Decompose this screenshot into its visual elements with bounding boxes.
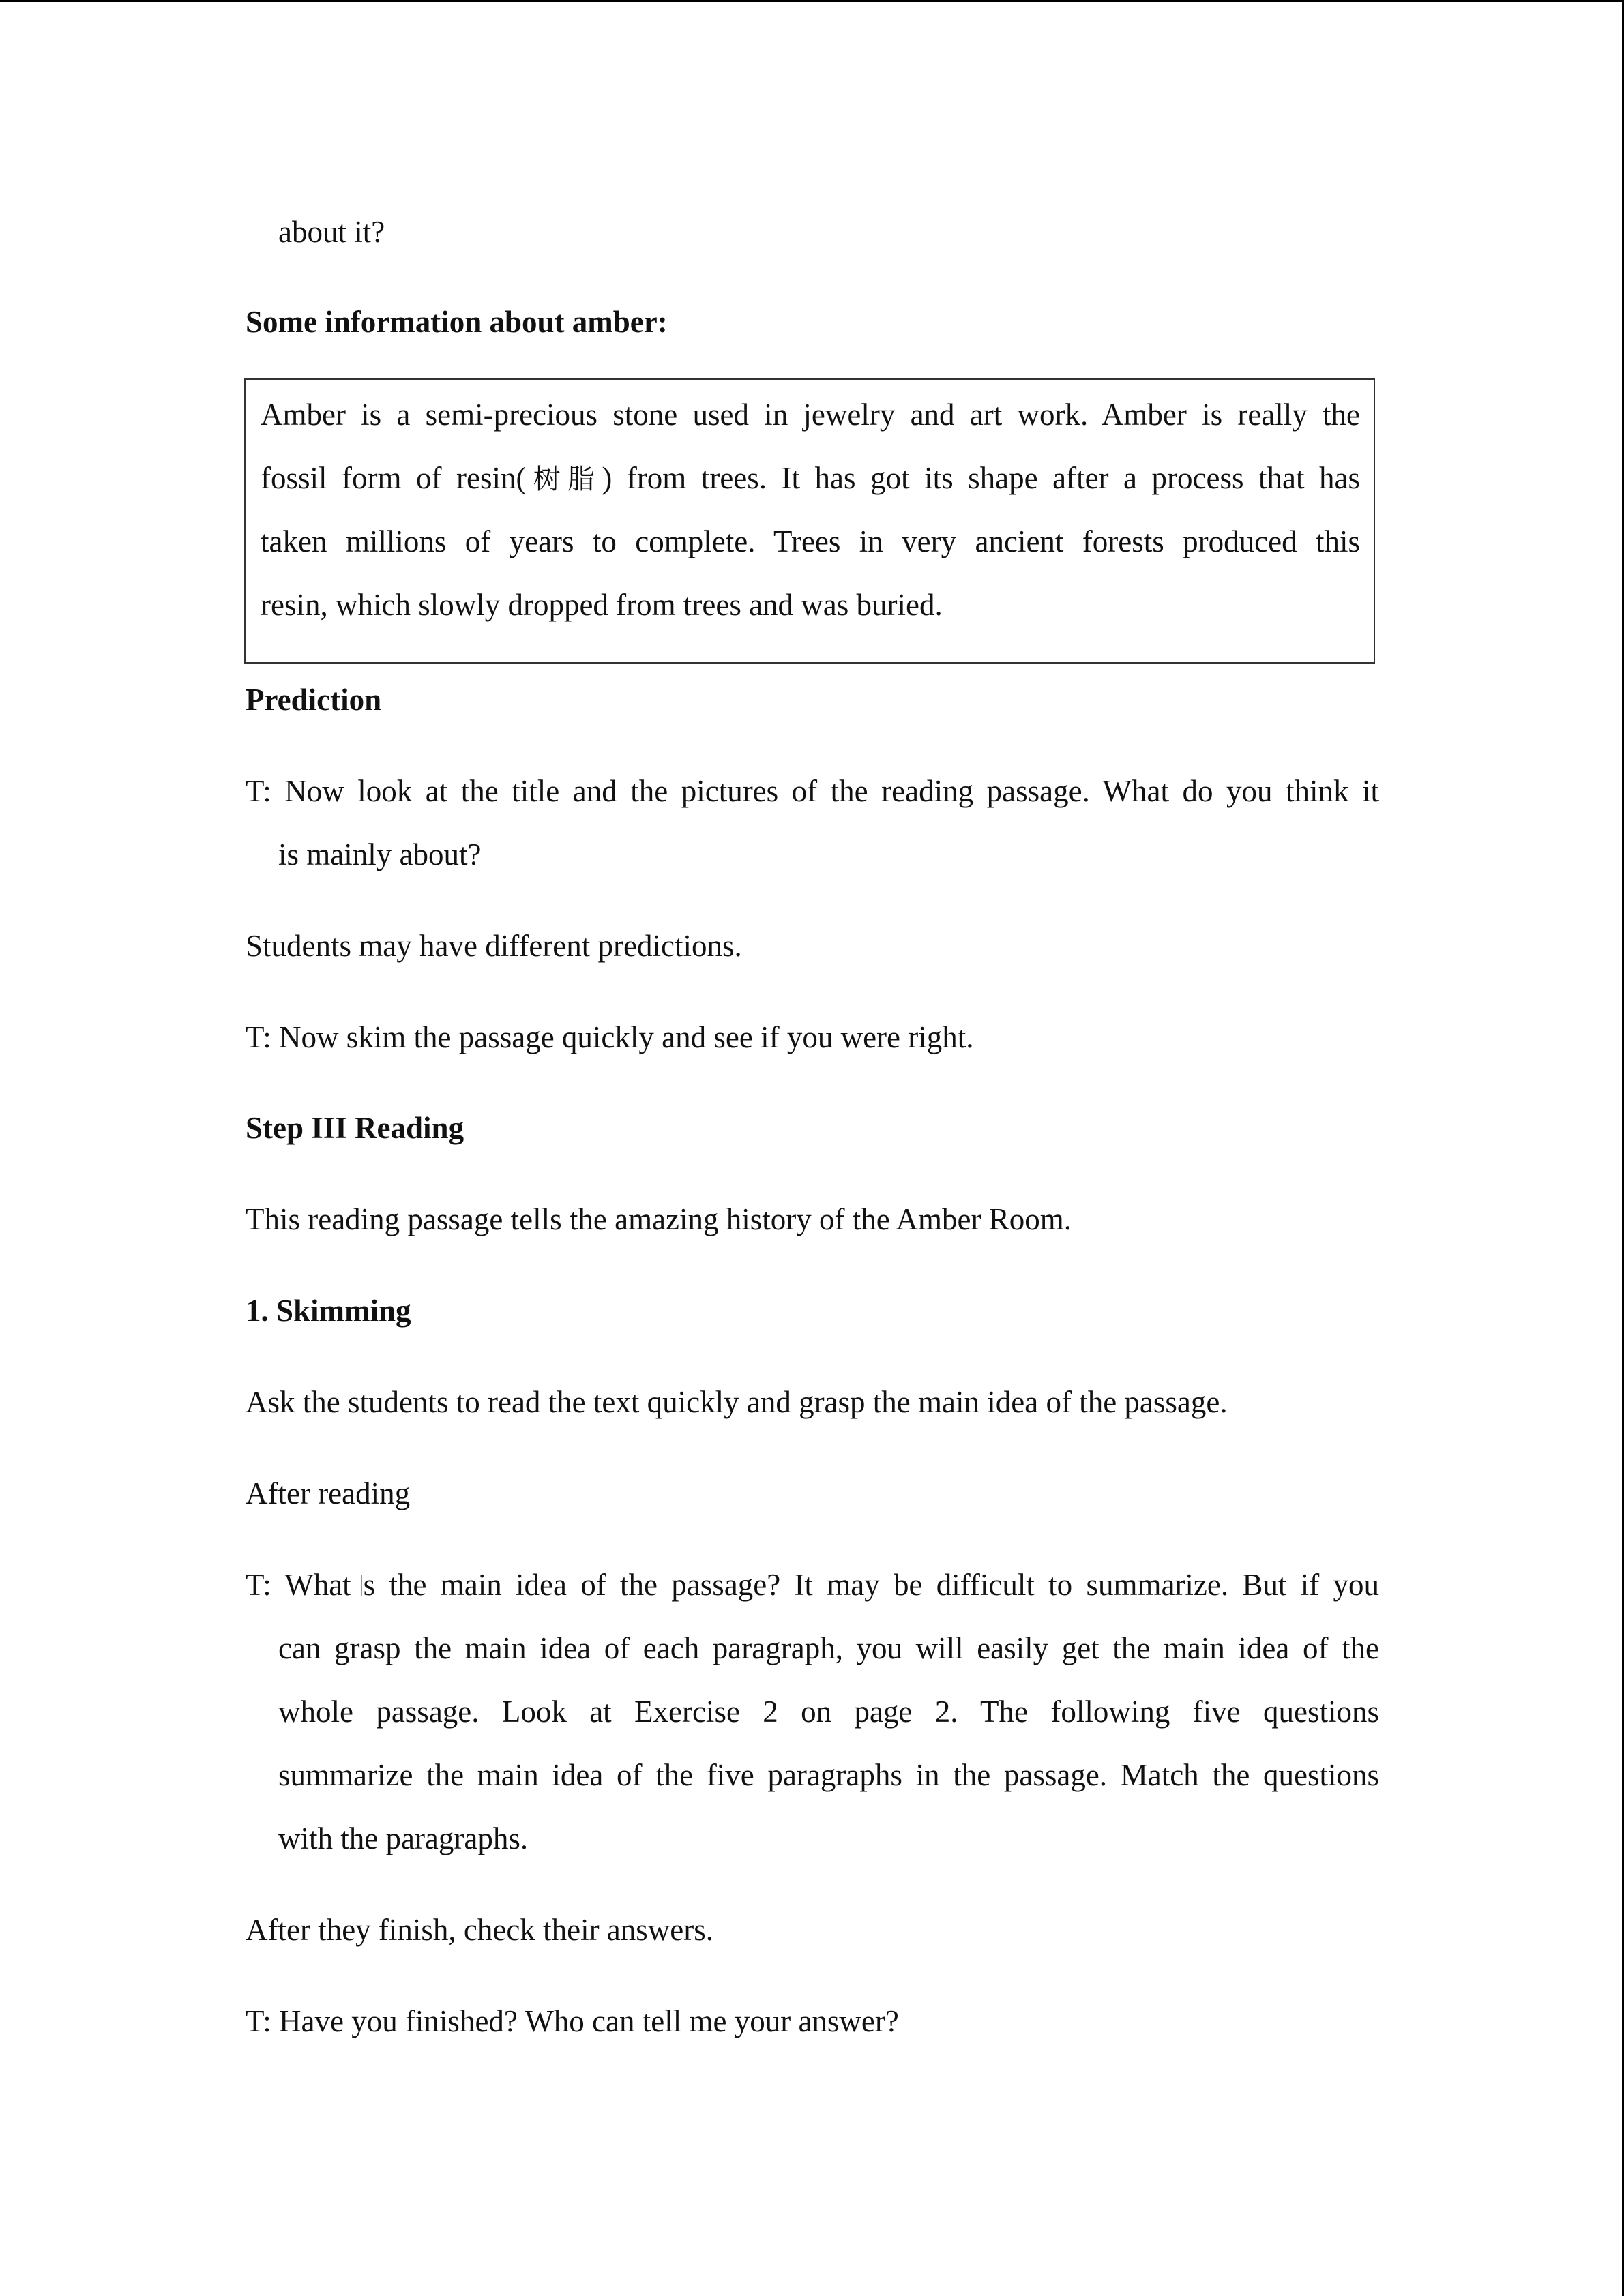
resin-chinese-term: 树脂: [526, 464, 602, 495]
step3-heading: Step III Reading: [246, 1111, 464, 1145]
prediction-teacher-skim: T: Now skim the passage quickly and see if you were right.: [246, 1020, 974, 1054]
amber-box-line-2-after: ) from trees. It has got its shape after a process that has: [602, 461, 1361, 495]
teacher-question-line-2: can grasp the main idea of each paragraph, you will easily get the main idea of the: [278, 1631, 1379, 1665]
teacher-question-line-5: with the paragraphs.: [278, 1821, 529, 1855]
prediction-teacher-line-1: T: Now look at the title and the pictures of the reading passage. What do you think it: [246, 774, 1379, 808]
page-top-border: [0, 0, 1624, 2]
amber-box-line-1: Amber is a semi-precious stone used in jewelry and art work. Amber is really the: [261, 398, 1360, 432]
teacher-question-line-1: [246, 1570, 1379, 1600]
skimming-heading: 1. Skimming: [246, 1294, 411, 1328]
after-finish-note: After they finish, check their answers.: [246, 1913, 714, 1947]
intro-line: about it?: [278, 215, 385, 249]
after-reading-label: After reading: [246, 1476, 411, 1510]
step3-intro: This reading passage tells the amazing history of the Amber Room.: [246, 1202, 1072, 1236]
teacher-question-line-1-before: T: What: [246, 1568, 351, 1602]
skimming-instruction: Ask the students to read the text quickly and grasp the main idea of the passage.: [246, 1385, 1228, 1419]
missing-glyph-icon: [353, 1575, 362, 1596]
teacher-question-line-3: whole passage. Look at Exercise 2 on page 2. The following five questions: [278, 1695, 1379, 1729]
amber-box-line-4: resin, which slowly dropped from trees and was buried.: [261, 588, 943, 622]
teacher-finished-question: T: Have you finished? Who can tell me your answer?: [246, 2004, 899, 2038]
teacher-question-line-1-after: s the main idea of the passage? It may be difficult to summarize. But if you: [363, 1568, 1379, 1602]
prediction-students-note: Students may have different predictions.: [246, 929, 742, 963]
prediction-heading: Prediction: [246, 683, 382, 717]
amber-box-line-2-before: fossil form of resin(: [261, 461, 527, 495]
teacher-question-line-4: summarize the main idea of the five paragraphs in the passage. Match the questions: [278, 1758, 1379, 1792]
amber-box-line-3: taken millions of years to complete. Trees in very ancient forests produced this: [261, 524, 1360, 558]
amber-box-line-2: [261, 463, 1360, 494]
prediction-teacher-line-2: is mainly about?: [278, 837, 482, 871]
amber-heading: Some information about amber:: [246, 305, 668, 339]
